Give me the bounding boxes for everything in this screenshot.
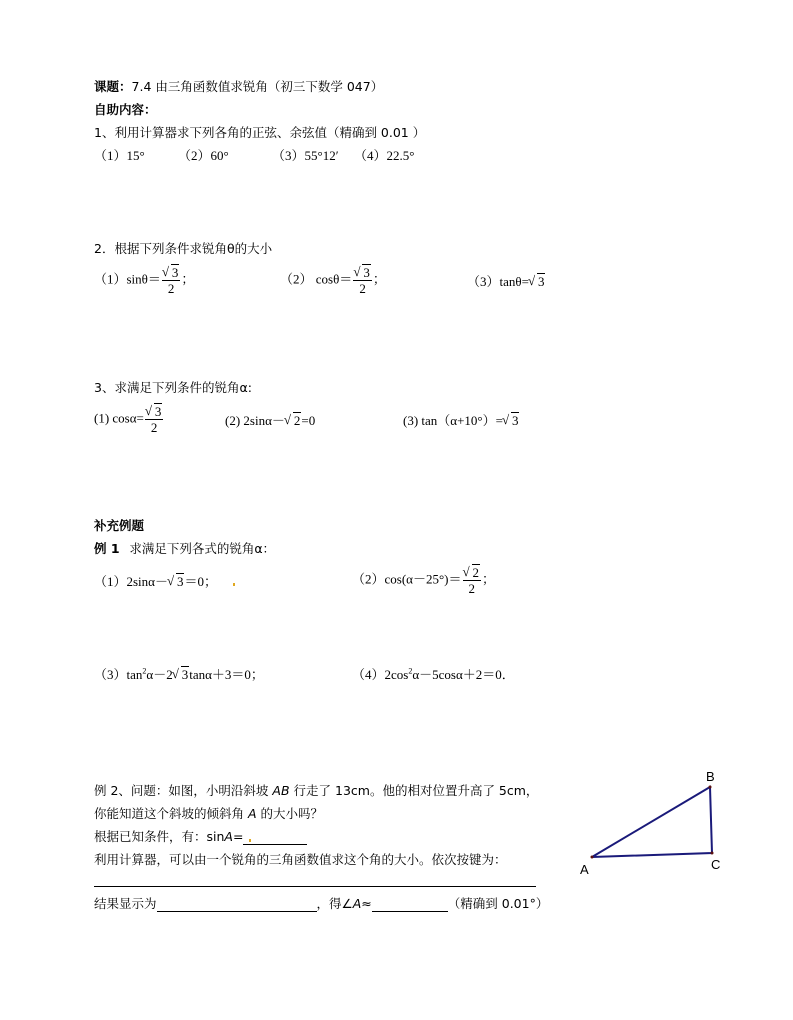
q3-item-3: (3) tan（α+10°）= √ 3 bbox=[403, 413, 519, 429]
example-2-line-2: 你能知道这个斜坡的倾斜角 A 的大小吗？ bbox=[94, 806, 324, 821]
q1-item-3: （3）55°12′ bbox=[272, 148, 339, 163]
ex1-item-2: （2）cos(α－25°)＝ √ $\frac{2}{2}$ ； bbox=[352, 565, 495, 596]
q1-item-1: （1）15° bbox=[94, 148, 145, 163]
q3-item-1: (1) cosα= √ $\frac{3}{2}$ bbox=[94, 404, 164, 435]
ex1-item-1: （1）2sinα－ √ 3＝0； bbox=[94, 574, 235, 590]
q1-item-4: （4）22.5° bbox=[354, 148, 415, 163]
fraction: √ $\frac{2}{2}$ bbox=[463, 565, 482, 596]
fraction: √ $\frac{3}{2}$ bbox=[145, 404, 164, 435]
triangle-abc bbox=[592, 787, 712, 857]
example-2-line-3: 根据已知条件，有：sinA= bbox=[94, 829, 307, 845]
label-b: B bbox=[706, 769, 715, 784]
topic-text: 7.4 由三角函数值求锐角（初三下数学 047） bbox=[131, 79, 384, 94]
label-c: C bbox=[711, 857, 721, 872]
sqrt: √ 3 bbox=[173, 667, 190, 683]
sin-a-answer-blank[interactable] bbox=[243, 830, 307, 845]
q3-item-2: (2) 2sinα－ √ 2=0 bbox=[225, 413, 315, 429]
example-2-line-6: 结果显示为 ，得∠A≈ （精确到 0.01°） bbox=[94, 896, 549, 911]
question-2: 2．根据下列条件求锐角θ的大小 bbox=[94, 241, 273, 256]
example-1: 例 1 求满足下列各式的锐角α： bbox=[94, 541, 276, 556]
label-a: A bbox=[580, 862, 589, 877]
sqrt: √ 3 bbox=[168, 574, 185, 590]
stray-mark bbox=[233, 583, 235, 586]
q2-item-3: （3）tanθ= √ 3 bbox=[467, 274, 545, 290]
result-display-blank[interactable] bbox=[157, 897, 317, 912]
sqrt: √ 3 bbox=[529, 274, 546, 290]
q2-item-2: （2） cosθ＝ √ $\frac{3}{2}$ ； bbox=[280, 265, 386, 296]
example-2-line-4: 利用计算器，可以由一个锐角的三角函数值求这个角的大小。依次按键为： bbox=[94, 852, 507, 867]
sqrt: √ 3 bbox=[503, 413, 520, 429]
ex1-item-3: $(3)\tan^2\alpha-2$ √ 3tanα＋3＝0； bbox=[94, 667, 264, 683]
self-study-heading: 自助内容： bbox=[94, 102, 157, 117]
fraction: √ $\frac{3}{2}$ bbox=[353, 265, 372, 296]
sqrt: √ 2 bbox=[285, 413, 302, 429]
example-2-line-1: 例 2、问题：如图，小明沿斜坡 AB 行走了 13cm。他的相对位置升高了 5cm， bbox=[94, 783, 539, 798]
key-sequence-answer-blank[interactable] bbox=[94, 886, 536, 887]
point-c-icon bbox=[711, 852, 714, 855]
point-b-icon bbox=[709, 786, 712, 789]
question-3: 3、求满足下列条件的锐角α: bbox=[94, 380, 252, 395]
q1-item-2: （2）60° bbox=[178, 148, 229, 163]
q2-item-1: （1）sinθ＝ √ $\frac{3}{2}$ ； bbox=[94, 265, 194, 296]
ex1-item-4: $(4)2\cos^2\alpha-5\cos\alpha+2=0$． bbox=[352, 666, 515, 682]
topic-label: 课题： bbox=[94, 79, 132, 94]
fraction: √ $\frac{3}{2}$ bbox=[162, 265, 181, 296]
angle-a-answer-blank[interactable] bbox=[372, 897, 448, 912]
question-1: 1、利用计算器求下列各角的正弦、余弦值（精确到 0.01 ） bbox=[94, 125, 426, 140]
topic-line bbox=[94, 79, 383, 95]
supplement-heading: 补充例题 bbox=[94, 518, 145, 533]
point-a-icon bbox=[591, 856, 594, 859]
